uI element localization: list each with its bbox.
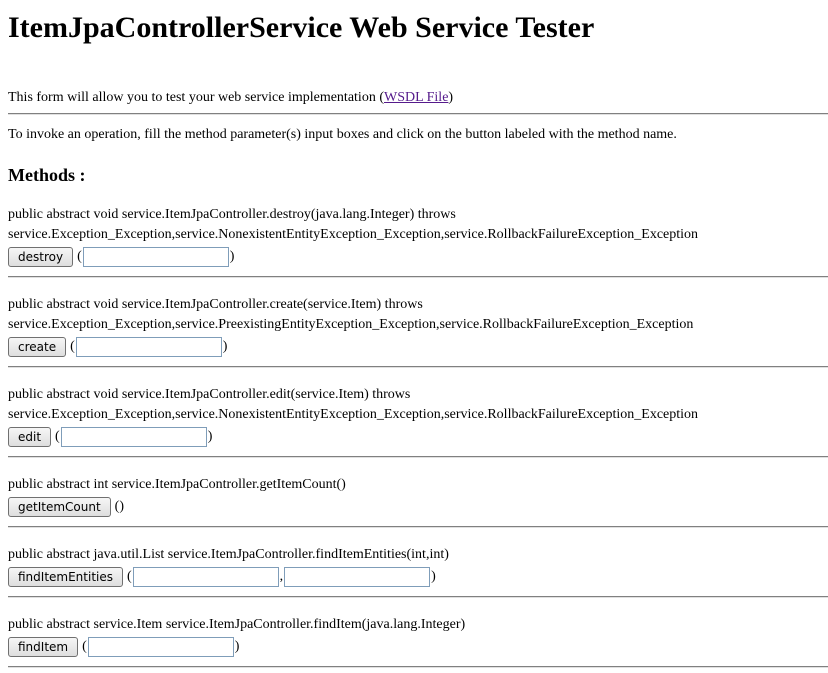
finditem-param-input[interactable] [88,637,234,657]
method-finditem [8,615,824,658]
close-paren: ) [229,249,235,264]
method-controls [8,336,824,358]
method-destroy [8,205,824,268]
param-separator: , [279,569,284,584]
method-getitemcount [8,475,824,518]
destroy-param-input[interactable] [83,247,229,267]
method-controls [8,636,824,658]
method-controls [8,566,824,588]
getitemcount-button[interactable]: getItemCount [8,497,111,517]
method-controls [8,496,824,518]
empty-parens: () [114,499,124,514]
close-paren: ) [207,429,213,444]
method-signature-line1: public abstract void service.ItemJpaController.create(service.Item) throws [8,297,423,312]
method-create [8,295,824,358]
divider [8,276,828,278]
method-signature-line1: public abstract void service.ItemJpaController.edit(service.Item) throws [8,387,411,402]
method-controls [8,246,824,268]
method-signature-line1: public abstract service.Item service.ItemJpaController.findItem(java.lang.Integer) [8,617,466,632]
open-paren: ( [55,429,60,444]
create-param-input[interactable] [76,337,222,357]
open-paren: ( [82,639,87,654]
destroy-button[interactable]: destroy [8,247,73,267]
method-signature-line1: public abstract int service.ItemJpaController.getItemCount() [8,477,346,492]
open-paren: ( [127,569,132,584]
intro-close-paren: ) [448,90,454,105]
page-title: ItemJpaControllerService Web Service Tester [8,11,595,44]
divider [8,596,828,598]
method-controls [8,426,824,448]
finditementities-param-2-input[interactable] [284,567,430,587]
invoke-instructions: To invoke an operation, fill the method parameter(s) input boxes and click on the button labeled with the method name. [8,127,677,142]
wsdl-file-link[interactable]: WSDL File [383,90,449,105]
edit-param-input[interactable] [61,427,207,447]
open-paren: ( [77,249,82,264]
methods-heading: Methods : [8,165,86,185]
method-signature-line2: service.Exception_Exception,service.NonexistentEntityException_Exception,service.RollbackFailureException_Exception [8,407,699,422]
divider [8,666,828,668]
divider [8,526,828,528]
create-button[interactable]: create [8,337,66,357]
method-signature-line1: public abstract java.util.List service.ItemJpaController.findItemEntities(int,int) [8,547,449,562]
method-edit [8,385,824,448]
intro-text [8,89,453,107]
divider [8,456,828,458]
method-signature-line1: public abstract void service.ItemJpaController.destroy(java.lang.Integer) throws [8,207,456,222]
open-paren: ( [70,339,75,354]
method-signature-line2: service.Exception_Exception,service.NonexistentEntityException_Exception,service.RollbackFailureException_Exception [8,227,699,242]
finditem-button[interactable]: findItem [8,637,78,657]
divider [8,113,828,115]
close-paren: ) [222,339,228,354]
close-paren: ) [431,569,436,584]
finditementities-param-1-input[interactable] [133,567,279,587]
method-finditementities [8,545,824,588]
intro-prefix: This form will allow you to test your web service implementation ( [8,90,384,105]
method-signature-line2: service.Exception_Exception,service.PreexistingEntityException_Exception,service.RollbackFailureException_Exception [8,317,694,332]
close-paren: ) [234,639,240,654]
divider [8,366,828,368]
edit-button[interactable]: edit [8,427,51,447]
finditementities-button[interactable]: findItemEntities [8,567,123,587]
